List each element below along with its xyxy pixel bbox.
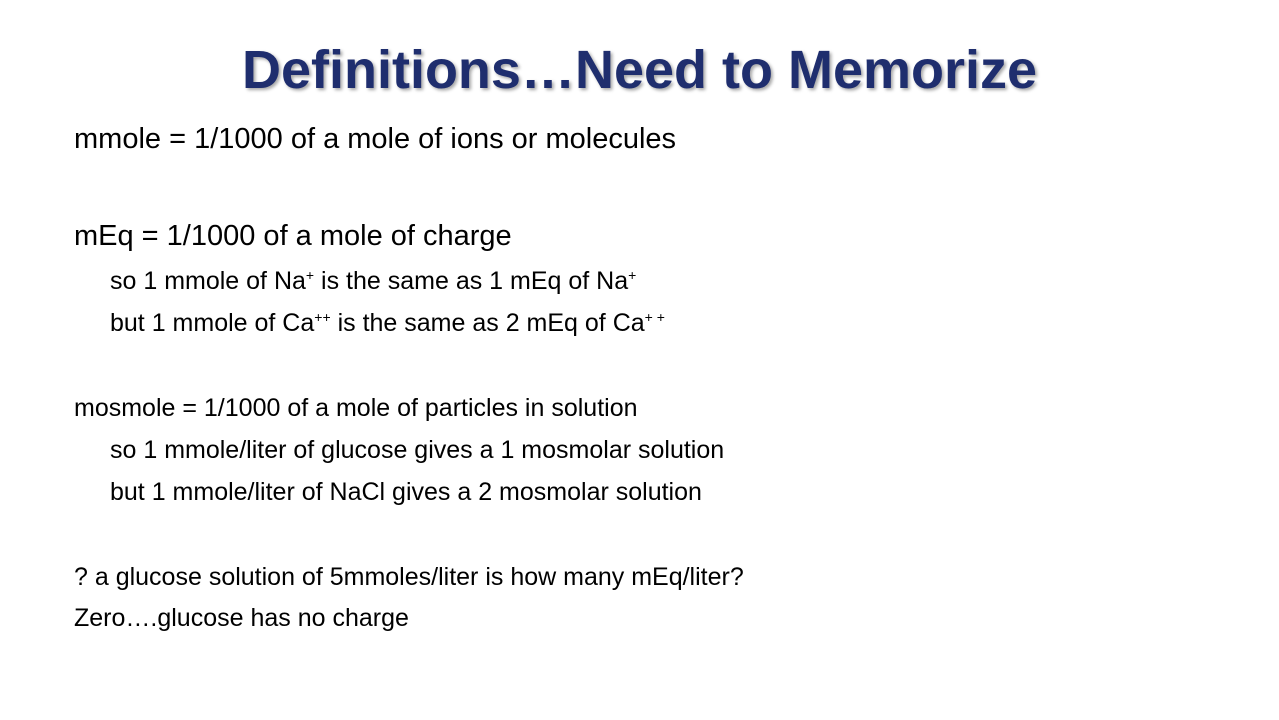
answer: Zero….glucose has no charge: [74, 604, 409, 632]
example-glucose: so 1 mmole/liter of glucose gives a 1 mosmolar solution: [110, 436, 725, 464]
question: ? a glucose solution of 5mmoles/liter is how many mEq/liter?: [74, 563, 744, 591]
example-sodium: [110, 266, 636, 296]
definition-meq: mEq = 1/1000 of a mole of charge: [74, 220, 512, 252]
example-calcium-text-b: is the same as 2 mEq of Ca: [330, 309, 645, 337]
definition-mosmole: mosmole = 1/1000 of a mole of particles in solution: [74, 394, 638, 422]
example-calcium: [110, 308, 665, 338]
calcium-charge-superscript: + +: [644, 309, 665, 325]
example-calcium-text-a: but 1 mmole of Ca: [110, 309, 315, 337]
example-nacl: but 1 mmole/liter of NaCl gives a 2 mosmolar solution: [110, 478, 702, 506]
example-sodium-text-b: is the same as 1 mEq of Na: [314, 267, 629, 295]
definition-mmole: mmole = 1/1000 of a mole of ions or molecules: [74, 123, 677, 155]
sodium-charge-superscript: +: [628, 267, 637, 283]
slide-title: Definitions…Need to Memorize: [241, 40, 1038, 100]
calcium-charge-superscript: ++: [314, 309, 331, 325]
sodium-charge-superscript: +: [305, 267, 315, 283]
example-sodium-text-a: so 1 mmole of Na: [110, 267, 306, 295]
